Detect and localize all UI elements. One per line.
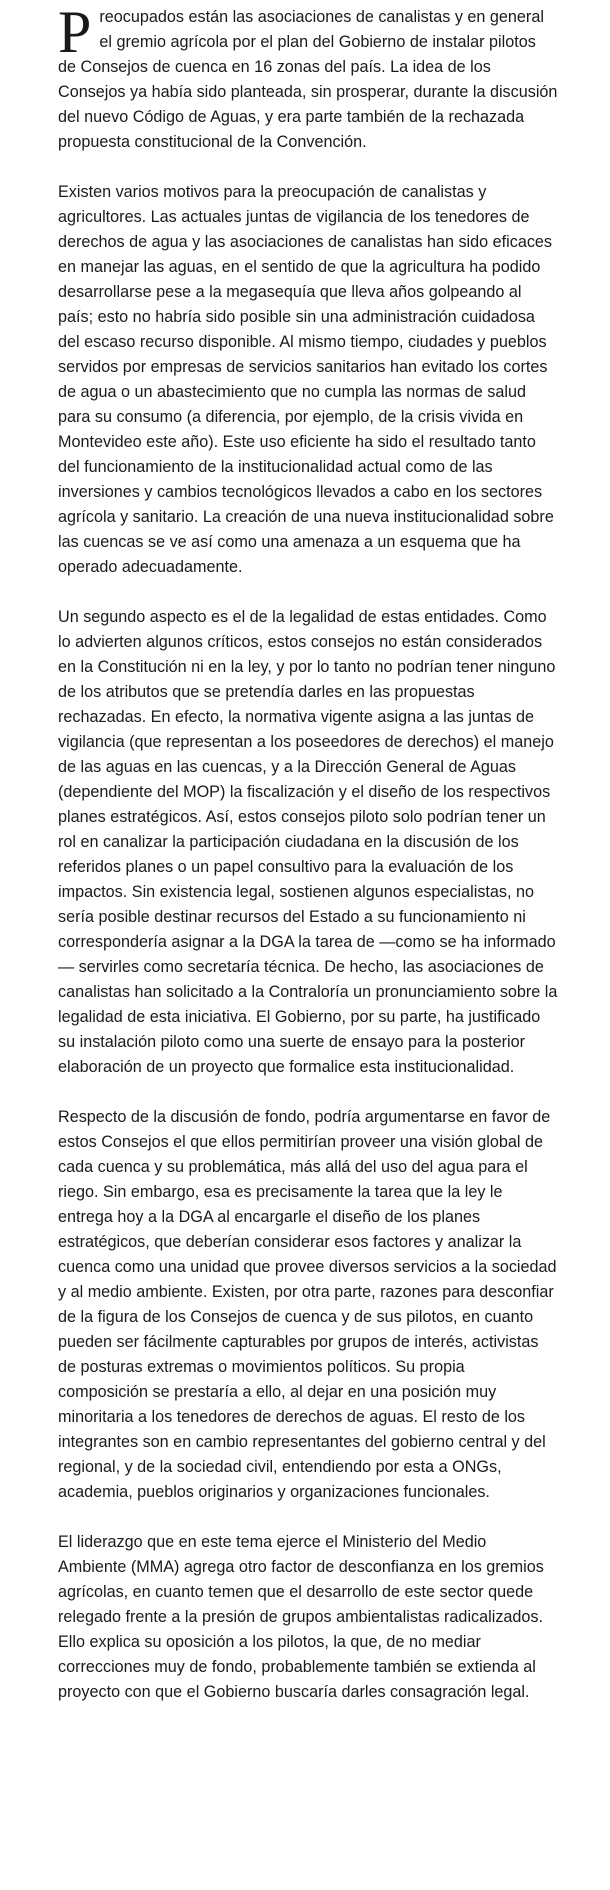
drop-cap: P — [58, 0, 92, 65]
paragraph-5: El liderazgo que en este tema ejerce el Ministerio del Medio Ambiente (MMA) agrega otro factor de desconfianza en los gremios agrícolas, en cuanto temen que el desarrollo de este sector quede relegado frente a la presión de grupos ambientalistas radicalizados. Ello explica su oposición a los pilotos, la que, de no mediar correcciones muy de fondo, probablemente también se extienda al proyecto con que el Gobierno buscaría darles consagración legal. — [58, 1533, 544, 1701]
paragraph-1 — [58, 0, 558, 155]
paragraph-3: Un segundo aspecto es el de la legalidad de estas entidades. Como lo advierten algunos críticos, estos consejos no están considerados en la Constitución ni en la ley, y por lo tanto no podrían tener ninguno de los atributos que se pretendía darles en las propuestas rechazadas. En efecto, la normativa vigente asigna a las juntas de vigilancia (que representan a los poseedores de derechos) el manejo de las aguas en las cuencas, y a la Dirección General de Aguas (dependiente del MOP) la fiscalización y el diseño de los respectivos planes estratégicos. Así, estos consejos piloto solo podrían tener un rol en canalizar la participación ciudadana en la discusión de los referidos planes o un papel consultivo para la evaluación de los impactos. Sin existencia legal, sostienen algunos especialistas, no sería posible destinar recursos del Estado a su funcionamiento ni correspondería asignar a la DGA la tarea de —como se ha informado— servirles como secretaría técnica. De hecho, las asociaciones de canalistas han solicitado a la Contraloría un pronunciamiento sobre la legalidad de esta iniciativa. El Gobierno, por su parte, ha justificado su instalación piloto como una suerte de ensayo para la posterior elaboración de un proyecto que formalice esta institucionalidad. — [58, 608, 558, 1076]
paragraph-2: Existen varios motivos para la preocupación de canalistas y agricultores. Las actuales juntas de vigilancia de los tenedores de derechos de agua y las asociaciones de canalistas han sido eficaces en manejar las aguas, en el sentido de que la agricultura ha podido desarrollarse pese a la megasequía que lleva años golpeando al país; esto no habría sido posible sin una administración cuidadosa del escaso recurso disponible. Al mismo tiempo, ciudades y pueblos servidos por empresas de servicios sanitarios han evitado los cortes de agua o un abastecimiento que no cumpla las normas de salud para su consumo (a diferencia, por ejemplo, de la crisis vivida en Montevideo este año). Este uso eficiente ha sido el resultado tanto del funcionamiento de la institucionalidad actual como de las inversiones y cambios tecnológicos llevados a cabo en los sectores agrícola y sanitario. La creación de una nueva institucionalidad sobre las cuencas se ve así como una amenaza a un esquema que ha operado adecuadamente. — [58, 183, 554, 576]
paragraph-1-text: reocupados están las asociaciones de canalistas y en general el gremio agrícola por el plan del Gobierno de instalar pilotos de Consejos de cuenca en 16 zonas del país. La idea de los Consejos ya había sido planteada, sin prosperar, durante la discusión del nuevo Código de Aguas, y era parte también de la rechazada propuesta constitucional de la Convención. — [58, 8, 558, 151]
paragraph-4: Respecto de la discusión de fondo, podría argumentarse en favor de estos Consejos el que ellos permitirían proveer una visión global de cada cuenca y su problemática, más allá del uso del agua para el riego. Sin embargo, esa es precisamente la tarea que la ley le entrega hoy a la DGA al encargarle el diseño de los planes estratégicos, que deberían considerar esos factores y analizar la cuenca como una unidad que provee diversos servicios a la sociedad y al medio ambiente. Existen, por otra parte, razones para desconfiar de la figura de los Consejos de cuenca y de sus pilotos, en cuanto pueden ser fácilmente capturables por grupos de interés, activistas de posturas extremas o movimientos políticos. Su propia composición se prestaría a ello, al dejar en una posición muy minoritaria a los tenedores de derechos de aguas. El resto de los integrantes son en cambio representantes del gobierno central y del regional, y de la sociedad civil, entendiendo por esta a ONGs, academia, pueblos originarios y organizaciones funcionales. — [58, 1108, 557, 1501]
article-body — [58, 0, 558, 1705]
